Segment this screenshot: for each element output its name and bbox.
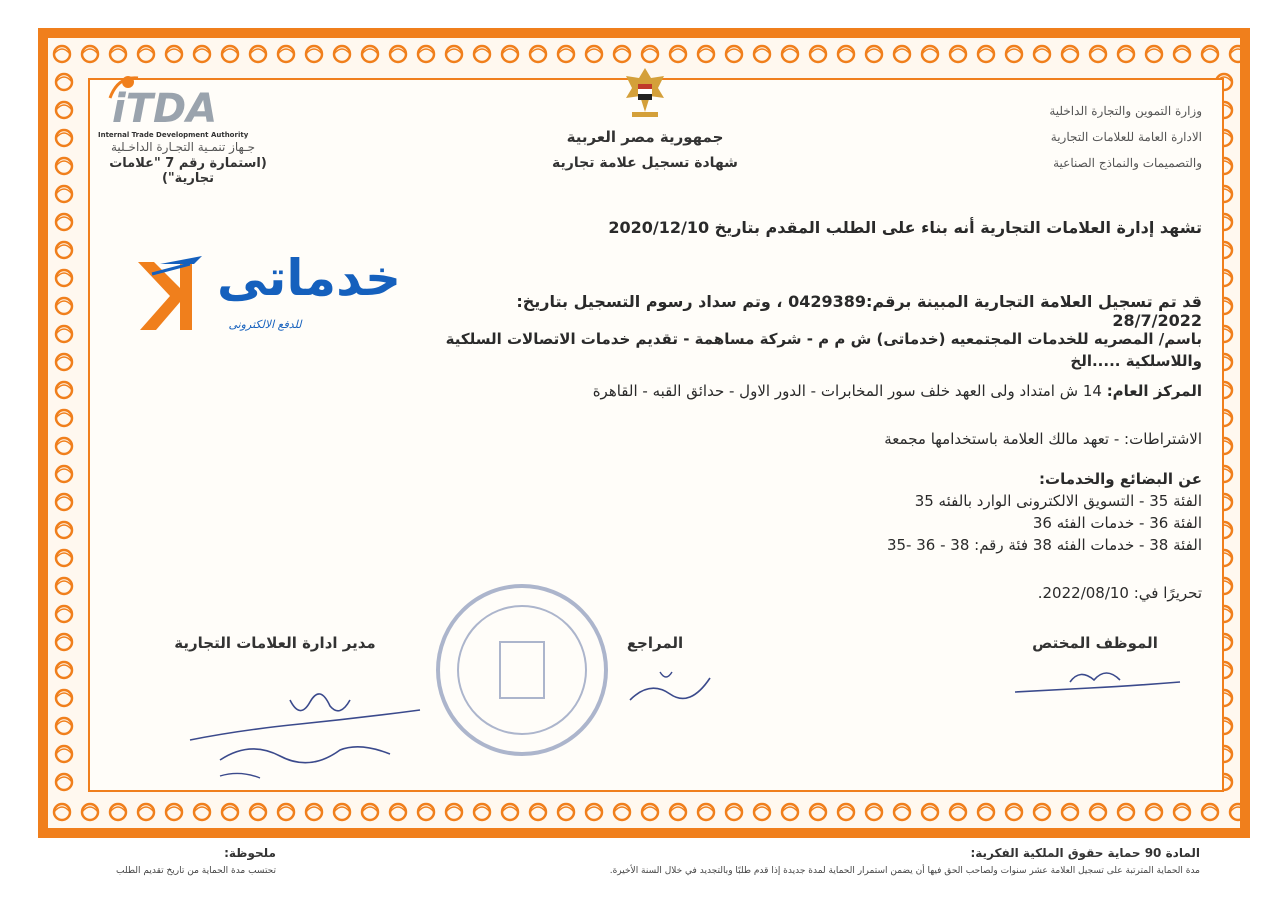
- itda-arabic-name: جـهاز تنمـية التجـارة الداخـلية: [110, 140, 256, 154]
- officer-signature: [1010, 662, 1185, 702]
- ministry-line: وزارة التموين والتجارة الداخلية: [1049, 104, 1202, 118]
- certification-statement: تشهد إدارة العلامات التجارية أنه بناء على الطلب المقدم بتاريخ 2020/12/10: [608, 218, 1202, 237]
- brand-name: خدماتى: [216, 249, 401, 307]
- law-article-title: المادة 90 حماية حقوق الملكية الفكرية:: [970, 846, 1200, 860]
- ministry-line: والتصميمات والنماذج الصناعية: [1053, 156, 1202, 170]
- address-value: 14 ش امتداد ولى العهد خلف سور المخابرات - الدور الاول - حدائق القبه - القاهرة: [592, 382, 1102, 400]
- registration-line: قد تم تسجيل العلامة التجارية المبينة برقم:0429389 ، وتم سداد رسوم التسجيل بتاريخ: 28/7/2022: [516, 292, 1202, 330]
- goods-title: عن البضائع والخدمات:: [1039, 470, 1202, 488]
- director-title: مدير ادارة العلامات التجارية: [174, 634, 376, 652]
- owner-line: باسم/ المصريه للخدمات المجتمعيه (خدماتى) ش م م - شركة مساهمة - تقديم خدمات الاتصالات السلكية واللاسلكية .....الخ: [445, 330, 1202, 370]
- note-title: ملحوظة:: [224, 846, 276, 860]
- officer-title: الموظف المختص: [1032, 634, 1158, 652]
- itda-english-name: Internal Trade Development Authority: [98, 131, 249, 139]
- goods-item: الفئة 36 - خدمات الفئه 36: [1032, 514, 1202, 532]
- address-label: المركز العام:: [1106, 382, 1202, 400]
- goods-services: [442, 468, 1202, 556]
- goods-item: الفئة 38 - خدمات الفئه 38 فئة رقم: 38 - 36 -35: [886, 536, 1202, 554]
- itda-logo: [98, 68, 268, 138]
- issue-date: تحريرًا في: 2022/08/10.: [1037, 584, 1202, 602]
- ministry-line: الادارة العامة للعلامات التجارية: [1050, 130, 1202, 144]
- reviewer-signature: [620, 660, 730, 710]
- frame-pattern-left: [50, 68, 78, 800]
- country-name: جمهورية مصر العربية: [566, 128, 724, 146]
- itda-logo-text: iTDA: [112, 86, 218, 132]
- note-text: تحتسب مدة الحماية من تاريخ تقديم الطلب: [116, 866, 276, 876]
- goods-item: الفئة 35 - التسويق الالكترونى الوارد بالفئه 35: [914, 492, 1202, 510]
- eagle-emblem-icon: [620, 64, 670, 120]
- frame-pattern-bottom: [48, 798, 1240, 826]
- certificate-header: [490, 126, 800, 174]
- brand-tagline: للدفع الالكترونى: [228, 318, 302, 331]
- conditions-line: الاشتراطات: - تعهد مالك العلامة باستخدامها مجمعة: [884, 430, 1202, 448]
- address-line: [382, 382, 1202, 400]
- director-signature: [180, 680, 430, 790]
- form-number: (استمارة رقم 7 "علامات تجارية"): [109, 156, 267, 186]
- ministry-block: [952, 98, 1202, 176]
- law-article-text: مدة الحماية المترتبة على تسجيل العلامة عشر سنوات ولصاحب الحق فيها أن يضمن استمرار الحماية لمدة جديدة إذا قدم طلبًا وبالتجديد في خلال السنة الأخيرة.: [609, 866, 1200, 876]
- certificate-title: شهادة تسجيل علامة تجارية: [552, 155, 738, 171]
- official-stamp: [432, 580, 612, 760]
- reviewer-title: المراجع: [626, 634, 684, 652]
